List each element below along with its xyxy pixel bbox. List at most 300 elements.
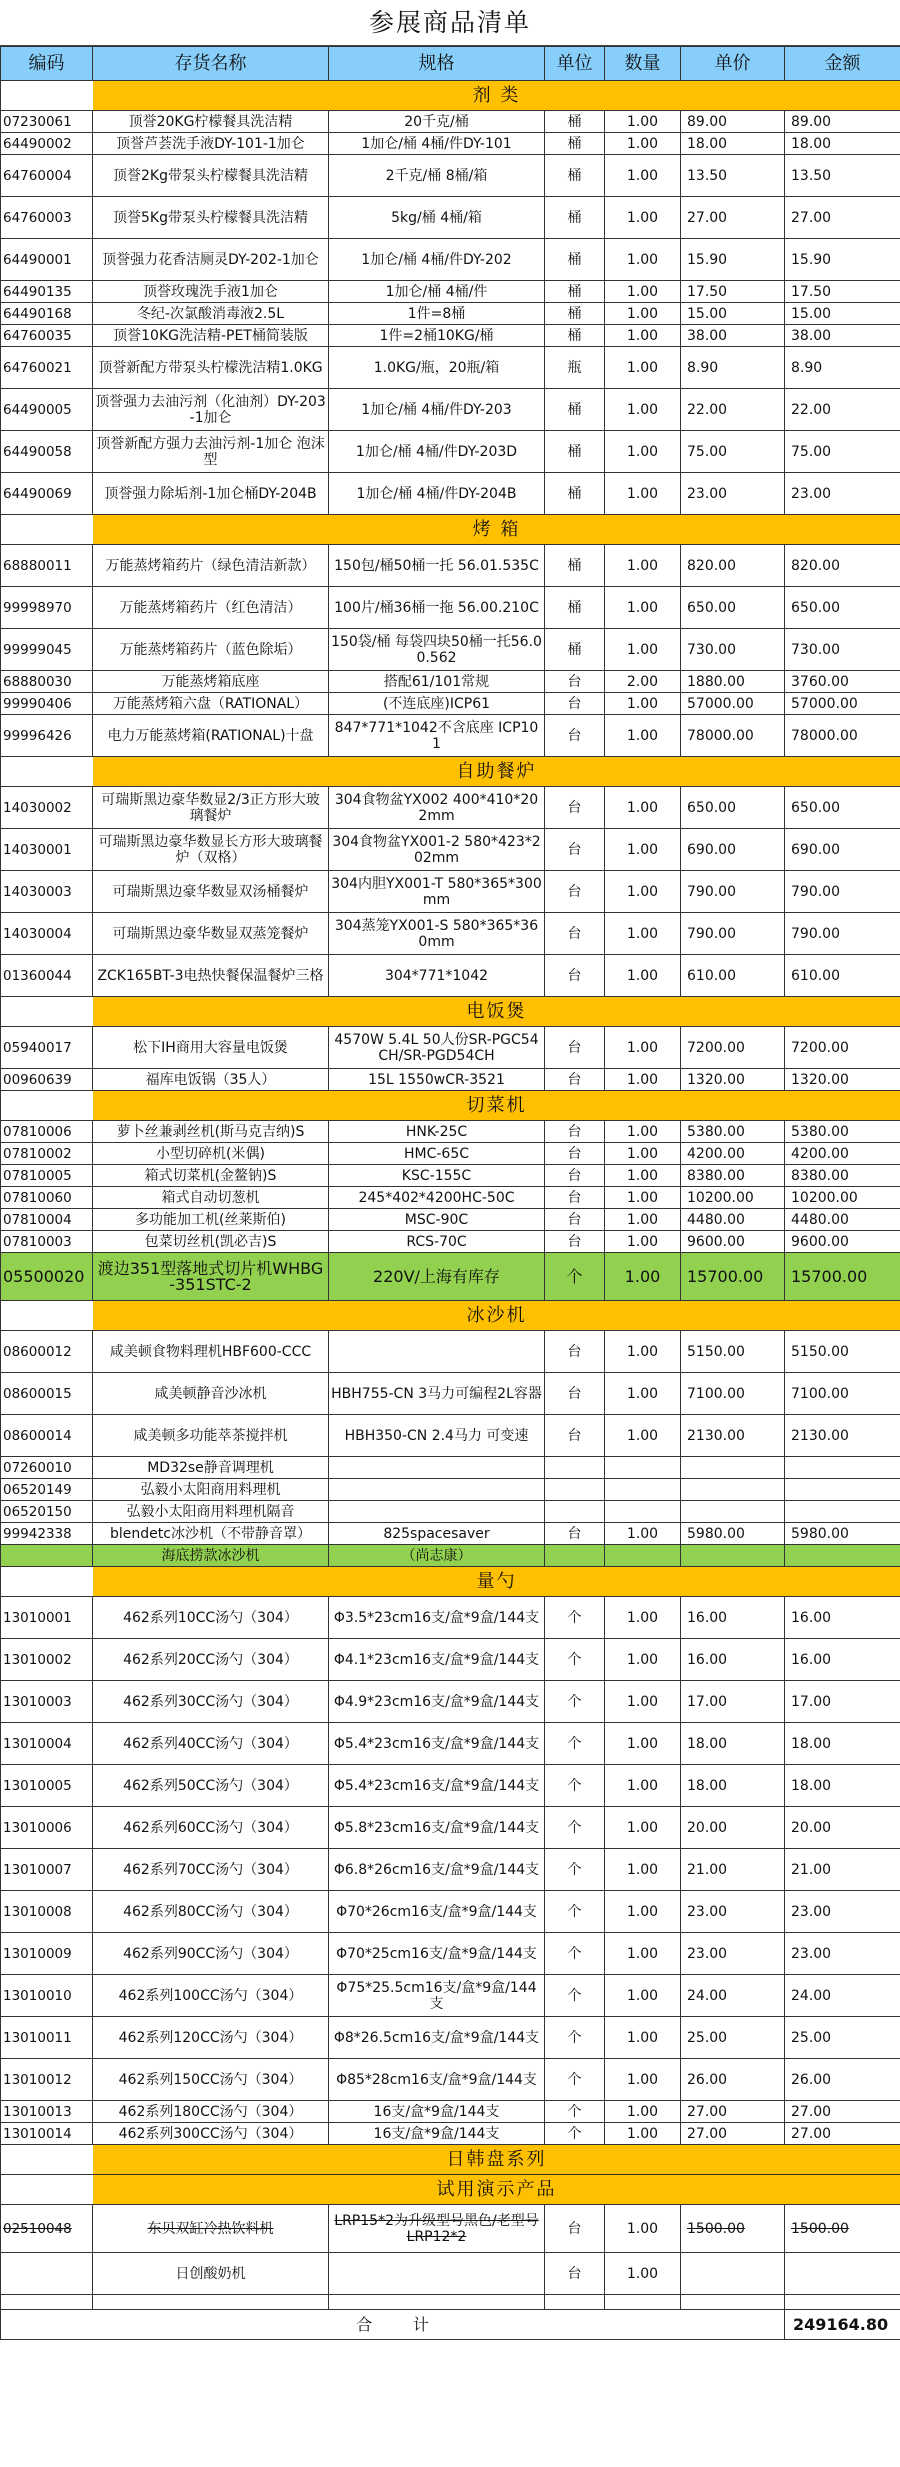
cell-price: 5980.00 <box>681 1523 785 1545</box>
cell-spec: （尚志康） <box>329 1545 545 1567</box>
cell-qty <box>605 1501 681 1523</box>
cell-qty: 1.00 <box>605 1121 681 1143</box>
cell-code: 64760035 <box>1 325 93 347</box>
cell-amount: 10200.00 <box>785 1187 900 1209</box>
cell-spec: 220V/上海有库存 <box>329 1253 545 1301</box>
table-row <box>1 955 900 997</box>
cell-unit: 桶 <box>545 281 605 303</box>
cell-unit: 台 <box>545 1373 605 1415</box>
cell-name: 462系列60CC汤勺（304） <box>93 1807 329 1849</box>
cell-unit: 台 <box>545 715 605 757</box>
cell-unit: 个 <box>545 1639 605 1681</box>
cell-qty: 1.00 <box>605 2123 681 2145</box>
cell-unit: 台 <box>545 1415 605 1457</box>
cell-code: 06520150 <box>1 1501 93 1523</box>
cell-amount: 5980.00 <box>785 1523 900 1545</box>
cell-unit: 个 <box>545 1765 605 1807</box>
table-row <box>1 281 900 303</box>
table-row <box>1 913 900 955</box>
cell-qty <box>605 1457 681 1479</box>
cell-spec: Φ75*25.5cm16支/盒*9盒/144支 <box>329 1975 545 2017</box>
cell-qty: 1.00 <box>605 1849 681 1891</box>
cell-amount <box>785 1545 900 1567</box>
cell-code: 06520149 <box>1 1479 93 1501</box>
cell-amount: 690.00 <box>785 829 900 871</box>
table-row <box>1 347 900 389</box>
cell-amount: 8.90 <box>785 347 900 389</box>
cell-qty: 1.00 <box>605 281 681 303</box>
cell-qty: 1.00 <box>605 155 681 197</box>
cell-qty: 1.00 <box>605 1723 681 1765</box>
cell-spec: Φ3.5*23cm16支/盒*9盒/144支 <box>329 1597 545 1639</box>
cell-unit: 台 <box>545 913 605 955</box>
cell-price: 8380.00 <box>681 1165 785 1187</box>
cell-code <box>1 1545 93 1567</box>
cell-unit: 桶 <box>545 197 605 239</box>
cell-spec: 4570W 5.4L 50人份SR-PGC54CH/SR-PGD54CH <box>329 1027 545 1069</box>
cell-unit: 桶 <box>545 111 605 133</box>
cell-spec: KSC-155C <box>329 1165 545 1187</box>
cell-code: 13010003 <box>1 1681 93 1723</box>
cell-amount: 23.00 <box>785 473 900 515</box>
section-blank-cell <box>1 81 93 111</box>
cell-spec: Φ4.9*23cm16支/盒*9盒/144支 <box>329 1681 545 1723</box>
cell-code: 07810060 <box>1 1187 93 1209</box>
cell-name: 顶誉强力除垢剂-1加仑桶DY-204B <box>93 473 329 515</box>
table-row <box>1 325 900 347</box>
cell-price: 820.00 <box>681 545 785 587</box>
cell-unit <box>545 1545 605 1567</box>
cell-price: 18.00 <box>681 1723 785 1765</box>
section-header <box>1 1301 900 1331</box>
table-row <box>1 1849 900 1891</box>
cell-code: 13010013 <box>1 2101 93 2123</box>
cell-spec: MSC-90C <box>329 1209 545 1231</box>
cell-unit: 台 <box>545 2253 605 2295</box>
cell-unit: 个 <box>545 2101 605 2123</box>
cell-code: 07810005 <box>1 1165 93 1187</box>
cell-amount: 78000.00 <box>785 715 900 757</box>
section-title: 烤 箱 <box>93 515 900 545</box>
cell-amount: 1320.00 <box>785 1069 900 1091</box>
table-row <box>1 1253 900 1301</box>
cell-price: 7200.00 <box>681 1027 785 1069</box>
cell-qty: 1.00 <box>605 629 681 671</box>
cell-price: 16.00 <box>681 1639 785 1681</box>
cell-spec: Φ5.4*23cm16支/盒*9盒/144支 <box>329 1723 545 1765</box>
cell-unit: 桶 <box>545 325 605 347</box>
cell-qty: 1.00 <box>605 431 681 473</box>
cell-unit: 个 <box>545 1807 605 1849</box>
cell-amount: 730.00 <box>785 629 900 671</box>
cell-qty: 1.00 <box>605 2059 681 2101</box>
table-row <box>1 133 900 155</box>
cell-spec: 5kg/桶 4桶/箱 <box>329 197 545 239</box>
cell-unit: 个 <box>545 1681 605 1723</box>
section-title: 日韩盘系列 <box>93 2145 900 2175</box>
cell-qty: 1.00 <box>605 1253 681 1301</box>
cell-amount: 820.00 <box>785 545 900 587</box>
cell-qty: 1.00 <box>605 1373 681 1415</box>
cell-code: 07810004 <box>1 1209 93 1231</box>
cell-price: 650.00 <box>681 787 785 829</box>
cell-qty: 1.00 <box>605 303 681 325</box>
cell-spec: (不连底座)ICP61 <box>329 693 545 715</box>
cell-code: 02510048 <box>1 2205 93 2253</box>
cell-name: 462系列70CC汤勺（304） <box>93 1849 329 1891</box>
header-qty: 数量 <box>605 47 681 81</box>
cell-spec: LRP15*2为升级型号黑色/老型号LRP12*2 <box>329 2205 545 2253</box>
cell-unit: 个 <box>545 1723 605 1765</box>
cell-name: 顶誉5Kg带泵头柠檬餐具洗洁精 <box>93 197 329 239</box>
product-list-table <box>0 46 900 2340</box>
spacer-cell <box>605 2295 681 2310</box>
cell-qty: 1.00 <box>605 587 681 629</box>
cell-name: blendetc冰沙机（不带静音罩） <box>93 1523 329 1545</box>
cell-name: 462系列150CC汤勺（304） <box>93 2059 329 2101</box>
cell-code: 13010005 <box>1 1765 93 1807</box>
cell-price <box>681 1479 785 1501</box>
cell-name: 弘毅小太阳商用料理机隔音 <box>93 1501 329 1523</box>
cell-code: 14030003 <box>1 871 93 913</box>
cell-name: 462系列40CC汤勺（304） <box>93 1723 329 1765</box>
cell-name: 包菜切丝机(凯必吉)S <box>93 1231 329 1253</box>
cell-amount: 13.50 <box>785 155 900 197</box>
table-row <box>1 1933 900 1975</box>
section-title: 自助餐炉 <box>93 757 900 787</box>
cell-unit: 桶 <box>545 239 605 281</box>
cell-amount: 610.00 <box>785 955 900 997</box>
cell-code: 14030004 <box>1 913 93 955</box>
cell-name: 渡边351型落地式切片机WHBG-351STC-2 <box>93 1253 329 1301</box>
cell-code: 64490058 <box>1 431 93 473</box>
cell-qty: 1.00 <box>605 1597 681 1639</box>
cell-code: 64490168 <box>1 303 93 325</box>
cell-code: 14030002 <box>1 787 93 829</box>
header-unit: 单位 <box>545 47 605 81</box>
cell-code: 99999045 <box>1 629 93 671</box>
table-row <box>1 1331 900 1373</box>
cell-amount <box>785 1457 900 1479</box>
cell-name: 462系列30CC汤勺（304） <box>93 1681 329 1723</box>
cell-amount: 5380.00 <box>785 1121 900 1143</box>
cell-amount: 27.00 <box>785 2101 900 2123</box>
cell-price <box>681 2253 785 2295</box>
cell-unit: 台 <box>545 1331 605 1373</box>
cell-unit: 个 <box>545 2059 605 2101</box>
cell-name: 可瑞斯黑边豪华数显双汤桶餐炉 <box>93 871 329 913</box>
cell-price: 25.00 <box>681 2017 785 2059</box>
cell-amount: 23.00 <box>785 1933 900 1975</box>
cell-name: 462系列90CC汤勺（304） <box>93 1933 329 1975</box>
section-header <box>1 515 900 545</box>
cell-spec: HBH755-CN 3马力可编程2L容器 <box>329 1373 545 1415</box>
cell-name: 萝卜丝兼剥丝机(斯马克吉纳)S <box>93 1121 329 1143</box>
cell-code: 64490135 <box>1 281 93 303</box>
cell-price: 1320.00 <box>681 1069 785 1091</box>
cell-name: 冬纪-次氯酸消毒液2.5L <box>93 303 329 325</box>
page-title: 参展商品清单 <box>0 0 900 46</box>
cell-unit: 台 <box>545 1069 605 1091</box>
cell-spec <box>329 1331 545 1373</box>
cell-amount: 23.00 <box>785 1891 900 1933</box>
cell-price: 1500.00 <box>681 2205 785 2253</box>
cell-qty: 1.00 <box>605 829 681 871</box>
table-row <box>1 715 900 757</box>
cell-code: 07230061 <box>1 111 93 133</box>
cell-spec: 搭配61/101常规 <box>329 671 545 693</box>
table-row <box>1 239 900 281</box>
table-row <box>1 431 900 473</box>
cell-qty: 1.00 <box>605 913 681 955</box>
table-row <box>1 1187 900 1209</box>
cell-amount: 17.50 <box>785 281 900 303</box>
header-row <box>1 47 900 81</box>
cell-amount: 5150.00 <box>785 1331 900 1373</box>
table-row <box>1 303 900 325</box>
cell-unit: 台 <box>545 1165 605 1187</box>
cell-name: 电力万能蒸烤箱(RATIONAL)十盘 <box>93 715 329 757</box>
section-header <box>1 2145 900 2175</box>
cell-name: 东贝双缸冷热饮料机 <box>93 2205 329 2253</box>
cell-price: 690.00 <box>681 829 785 871</box>
cell-spec: Φ70*25cm16支/盒*9盒/144支 <box>329 1933 545 1975</box>
section-title: 剂 类 <box>93 81 900 111</box>
cell-code: 08600012 <box>1 1331 93 1373</box>
cell-amount: 15.00 <box>785 303 900 325</box>
cell-qty: 1.00 <box>605 715 681 757</box>
section-header <box>1 1091 900 1121</box>
cell-code: 07810006 <box>1 1121 93 1143</box>
cell-name: ZCK165BT-3电热快餐保温餐炉三格 <box>93 955 329 997</box>
cell-code: 07810002 <box>1 1143 93 1165</box>
cell-price: 2130.00 <box>681 1415 785 1457</box>
cell-price: 75.00 <box>681 431 785 473</box>
section-blank-cell <box>1 1301 93 1331</box>
cell-unit <box>545 1457 605 1479</box>
cell-price: 4480.00 <box>681 1209 785 1231</box>
cell-amount: 4200.00 <box>785 1143 900 1165</box>
cell-price <box>681 1501 785 1523</box>
cell-spec <box>329 1457 545 1479</box>
cell-spec: HNK-25C <box>329 1121 545 1143</box>
cell-unit: 桶 <box>545 629 605 671</box>
table-row <box>1 2123 900 2145</box>
table-row <box>1 629 900 671</box>
total-label: 合 计 <box>1 2310 785 2340</box>
cell-name: 顶誉强力去油污剂（化油剂）DY-203-1加仑 <box>93 389 329 431</box>
cell-name: 海底捞款冰沙机 <box>93 1545 329 1567</box>
cell-unit: 桶 <box>545 545 605 587</box>
cell-qty: 1.00 <box>605 1187 681 1209</box>
cell-spec: HMC-65C <box>329 1143 545 1165</box>
cell-unit: 台 <box>545 2205 605 2253</box>
cell-name: 顶誉强力花香洁厕灵DY-202-1加仑 <box>93 239 329 281</box>
cell-price: 15.00 <box>681 303 785 325</box>
table-row <box>1 1765 900 1807</box>
cell-qty: 1.00 <box>605 1143 681 1165</box>
header-name: 存货名称 <box>93 47 329 81</box>
cell-spec: HBH350-CN 2.4马力 可变速 <box>329 1415 545 1457</box>
total-value: 249164.80 <box>785 2310 900 2340</box>
spacer-row <box>1 2295 900 2310</box>
cell-price: 23.00 <box>681 1891 785 1933</box>
cell-price: 16.00 <box>681 1597 785 1639</box>
cell-qty: 1.00 <box>605 1765 681 1807</box>
table-row <box>1 1597 900 1639</box>
section-blank-cell <box>1 2175 93 2205</box>
cell-qty: 1.00 <box>605 1807 681 1849</box>
cell-code: 68880011 <box>1 545 93 587</box>
table-row <box>1 1209 900 1231</box>
cell-unit: 个 <box>545 1933 605 1975</box>
cell-amount: 18.00 <box>785 133 900 155</box>
cell-amount: 18.00 <box>785 1765 900 1807</box>
cell-code: 13010010 <box>1 1975 93 2017</box>
cell-amount: 15.90 <box>785 239 900 281</box>
cell-spec <box>329 2253 545 2295</box>
cell-unit: 桶 <box>545 389 605 431</box>
cell-name: 可瑞斯黑边豪华数显长方形大玻璃餐炉（双格） <box>93 829 329 871</box>
cell-qty: 1.00 <box>605 787 681 829</box>
table-row <box>1 1027 900 1069</box>
cell-qty <box>605 1479 681 1501</box>
cell-name: 顶誉芦荟洗手液DY-101-1加仑 <box>93 133 329 155</box>
cell-qty: 1.00 <box>605 871 681 913</box>
cell-price: 38.00 <box>681 325 785 347</box>
cell-spec: 1加仑/桶 4桶/件DY-101 <box>329 133 545 155</box>
cell-spec: 304*771*1042 <box>329 955 545 997</box>
cell-amount: 650.00 <box>785 587 900 629</box>
cell-amount: 650.00 <box>785 787 900 829</box>
cell-unit: 台 <box>545 1209 605 1231</box>
cell-price: 17.00 <box>681 1681 785 1723</box>
table-row <box>1 1373 900 1415</box>
table-row <box>1 1143 900 1165</box>
cell-price: 17.50 <box>681 281 785 303</box>
section-header <box>1 997 900 1027</box>
table-row <box>1 473 900 515</box>
section-title: 电饭煲 <box>93 997 900 1027</box>
cell-code: 13010012 <box>1 2059 93 2101</box>
section-title: 切菜机 <box>93 1091 900 1121</box>
cell-price: 790.00 <box>681 871 785 913</box>
cell-price: 730.00 <box>681 629 785 671</box>
cell-qty: 1.00 <box>605 2017 681 2059</box>
cell-unit: 台 <box>545 1027 605 1069</box>
cell-amount: 38.00 <box>785 325 900 347</box>
cell-unit: 台 <box>545 671 605 693</box>
cell-qty: 1.00 <box>605 2101 681 2123</box>
cell-qty: 1.00 <box>605 2205 681 2253</box>
cell-name: 462系列180CC汤勺（304） <box>93 2101 329 2123</box>
cell-price: 23.00 <box>681 1933 785 1975</box>
cell-name: 万能蒸烤箱药片（绿色清洁新款） <box>93 545 329 587</box>
table-row <box>1 829 900 871</box>
cell-code: 08600014 <box>1 1415 93 1457</box>
cell-spec <box>329 1501 545 1523</box>
cell-name: 顶誉新配方强力去油污剂-1加仑 泡沫型 <box>93 431 329 473</box>
cell-code: 64490002 <box>1 133 93 155</box>
cell-price: 22.00 <box>681 389 785 431</box>
cell-unit: 桶 <box>545 431 605 473</box>
cell-price: 24.00 <box>681 1975 785 2017</box>
cell-amount: 89.00 <box>785 111 900 133</box>
cell-spec: 1件=8桶 <box>329 303 545 325</box>
cell-unit: 个 <box>545 1597 605 1639</box>
cell-qty: 1.00 <box>605 1331 681 1373</box>
cell-price: 650.00 <box>681 587 785 629</box>
section-title: 冰沙机 <box>93 1301 900 1331</box>
cell-qty: 1.00 <box>605 1209 681 1231</box>
cell-spec: 2千克/桶 8桶/箱 <box>329 155 545 197</box>
cell-spec: 1加仑/桶 4桶/件DY-203 <box>329 389 545 431</box>
table-row <box>1 1069 900 1091</box>
cell-code: 13010009 <box>1 1933 93 1975</box>
cell-qty: 1.00 <box>605 197 681 239</box>
cell-amount: 4480.00 <box>785 1209 900 1231</box>
cell-unit: 台 <box>545 1121 605 1143</box>
cell-price: 18.00 <box>681 1765 785 1807</box>
cell-price: 23.00 <box>681 473 785 515</box>
cell-qty: 1.00 <box>605 111 681 133</box>
table-row <box>1 1165 900 1187</box>
cell-amount: 1500.00 <box>785 2205 900 2253</box>
cell-code: 99990406 <box>1 693 93 715</box>
cell-name: 小型切碎机(米偶) <box>93 1143 329 1165</box>
cell-amount: 17.00 <box>785 1681 900 1723</box>
table-row <box>1 671 900 693</box>
cell-name: 462系列50CC汤勺（304） <box>93 1765 329 1807</box>
cell-amount <box>785 1479 900 1501</box>
cell-price: 13.50 <box>681 155 785 197</box>
section-blank-cell <box>1 515 93 545</box>
cell-name: 可瑞斯黑边豪华数显双蒸笼餐炉 <box>93 913 329 955</box>
cell-price: 57000.00 <box>681 693 785 715</box>
cell-name: 万能蒸烤箱药片（蓝色除垢） <box>93 629 329 671</box>
cell-code: 07260010 <box>1 1457 93 1479</box>
cell-unit: 桶 <box>545 155 605 197</box>
cell-name: 箱式切菜机(金鳌钠)S <box>93 1165 329 1187</box>
cell-name: 弘毅小太阳商用料理机 <box>93 1479 329 1501</box>
table-row <box>1 1807 900 1849</box>
cell-amount: 20.00 <box>785 1807 900 1849</box>
cell-name: 顶誉10KG洗洁精-PET桶简装版 <box>93 325 329 347</box>
cell-unit: 瓶 <box>545 347 605 389</box>
cell-price: 27.00 <box>681 2101 785 2123</box>
cell-qty: 1.00 <box>605 1933 681 1975</box>
table-row <box>1 693 900 715</box>
spacer-cell <box>681 2295 785 2310</box>
cell-amount: 7100.00 <box>785 1373 900 1415</box>
cell-name: 462系列10CC汤勺（304） <box>93 1597 329 1639</box>
cell-unit: 桶 <box>545 473 605 515</box>
table-row <box>1 1501 900 1523</box>
cell-spec: Φ5.4*23cm16支/盒*9盒/144支 <box>329 1765 545 1807</box>
table-row <box>1 871 900 913</box>
cell-name: 顶誉玫瑰洗手液1加仑 <box>93 281 329 303</box>
cell-price: 27.00 <box>681 2123 785 2145</box>
cell-price: 9600.00 <box>681 1231 785 1253</box>
cell-spec: 304食物盆YX001-2 580*423*202mm <box>329 829 545 871</box>
cell-name: 万能蒸烤箱药片（红色清洁） <box>93 587 329 629</box>
cell-unit: 台 <box>545 829 605 871</box>
spacer-cell <box>93 2295 329 2310</box>
cell-unit: 台 <box>545 787 605 829</box>
cell-name: 462系列300CC汤勺（304） <box>93 2123 329 2145</box>
cell-price: 27.00 <box>681 197 785 239</box>
cell-amount <box>785 1501 900 1523</box>
